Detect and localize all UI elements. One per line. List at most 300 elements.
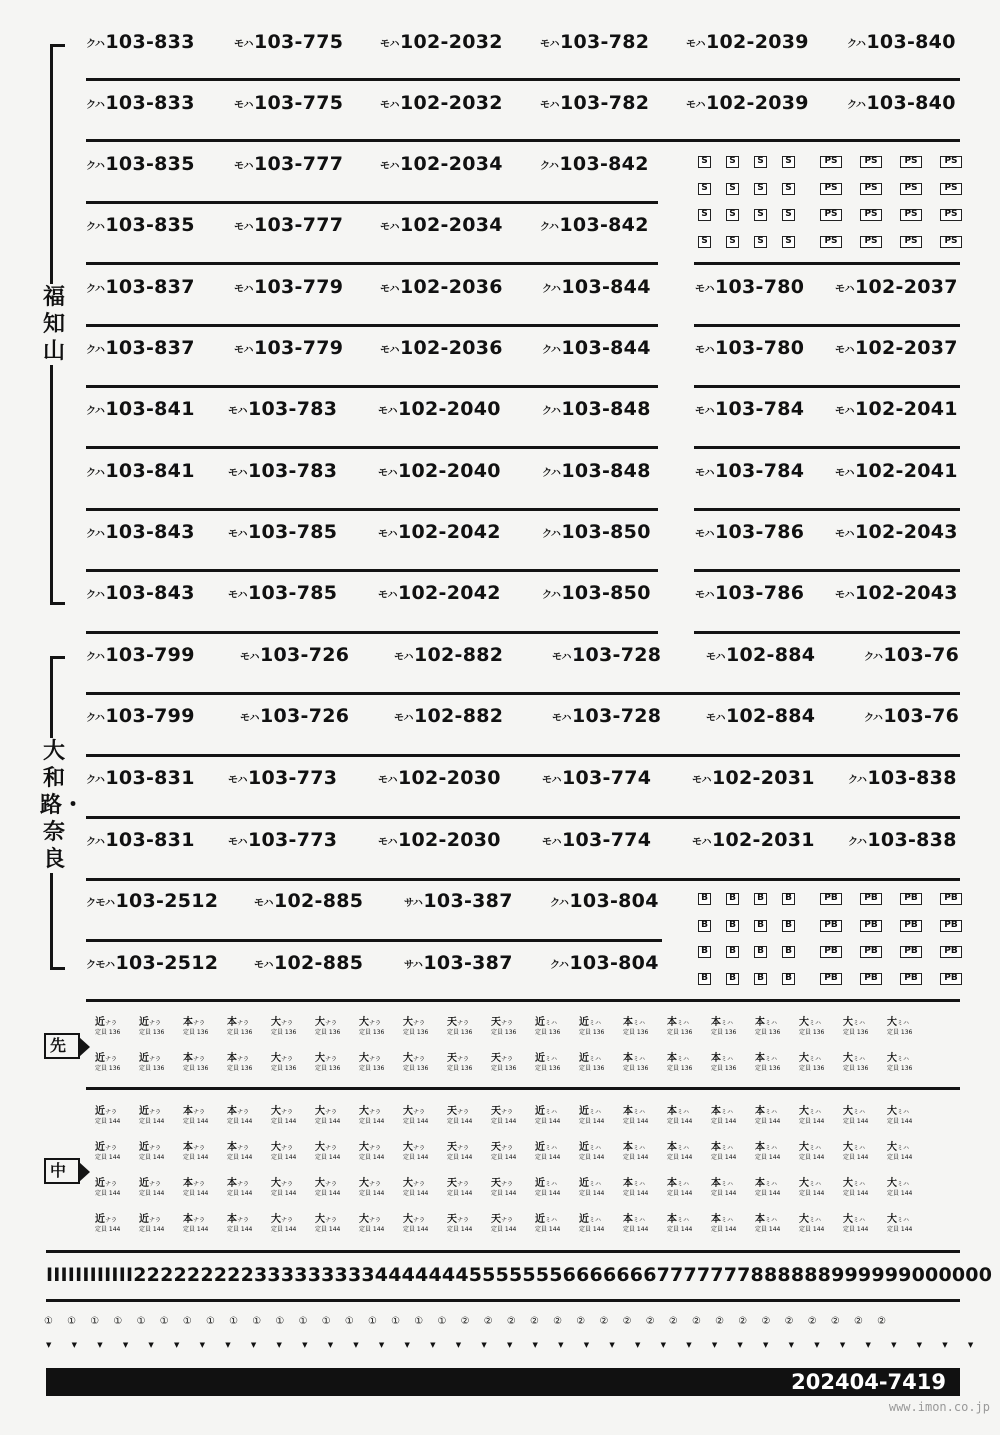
depot-tag <box>271 1214 305 1234</box>
depot-abbrev: 大ナラ <box>315 1214 338 1225</box>
badge-pb: PB <box>820 920 842 932</box>
car-type-prefix: モハ <box>394 713 413 724</box>
car-number-6-3 <box>542 398 651 420</box>
depot-abbrev: 大ナラ <box>403 1017 426 1028</box>
car-number-digits: 102-885 <box>274 890 364 912</box>
depot-abbrev: 大ミハ <box>799 1142 822 1153</box>
depot-sub: ナラ <box>457 1181 470 1188</box>
capacity-text: 定員 136 <box>447 1065 473 1072</box>
capacity-text: 定員 144 <box>887 1190 913 1197</box>
car-number-digits: 103-774 <box>562 767 652 789</box>
car-type-prefix: モハ <box>228 468 247 479</box>
car-type-prefix: モハ <box>380 284 399 295</box>
car-type-prefix: モハ <box>686 100 705 111</box>
car-number-digits: 103-799 <box>105 644 195 666</box>
depot-sub: ナラ <box>325 1217 338 1224</box>
depot-sub: ナラ <box>193 1181 206 1188</box>
capacity-text: 定員 144 <box>315 1118 341 1125</box>
car-type-prefix: モハ <box>695 468 714 479</box>
depot-abbrev: 大ナラ <box>315 1142 338 1153</box>
depot-tag <box>95 1214 129 1234</box>
car-number-digits: 103-782 <box>560 92 650 114</box>
depot-abbrev: 本ミハ <box>711 1017 734 1028</box>
depot-sub: ナラ <box>281 1056 294 1063</box>
capacity-text: 定員 144 <box>359 1118 385 1125</box>
depot-sub: ナラ <box>413 1056 426 1063</box>
divider-line <box>86 569 658 572</box>
capacity-text: 定員 144 <box>843 1226 869 1233</box>
depot-sub: ナラ <box>325 1181 338 1188</box>
capacity-text: 定員 144 <box>843 1154 869 1161</box>
depot-sub: ミハ <box>809 1056 822 1063</box>
car-number-digits: 103-76 <box>883 644 960 666</box>
depot-tag <box>315 1214 349 1234</box>
car-type-prefix: クハ <box>86 222 105 233</box>
depot-tag <box>139 1106 173 1126</box>
depot-sub: ナラ <box>501 1217 514 1224</box>
capacity-text: 定員 144 <box>711 1118 737 1125</box>
depot-abbrev: 大ナラ <box>359 1106 382 1117</box>
car-number-digits: 103-784 <box>715 460 805 482</box>
depot-abbrev: 天ナラ <box>491 1214 514 1225</box>
depot-abbrev: 天ナラ <box>491 1017 514 1028</box>
depot-tag <box>139 1053 173 1073</box>
capacity-text: 定員 144 <box>95 1118 121 1125</box>
depot-sub: ナラ <box>281 1145 294 1152</box>
depot-tag <box>315 1017 349 1037</box>
depot-sub: ナラ <box>457 1217 470 1224</box>
car-number-digits: 102-2040 <box>398 460 501 482</box>
badge-pb: PB <box>860 893 882 905</box>
depot-abbrev: 近ナラ <box>95 1106 118 1117</box>
car-number-9-3 <box>542 582 651 604</box>
depot-abbrev: 大ミハ <box>887 1017 910 1028</box>
depot-abbrev: 天ナラ <box>447 1017 470 1028</box>
capacity-text: 定員 144 <box>271 1154 297 1161</box>
depot-abbrev: 本ミハ <box>667 1214 690 1225</box>
depot-tag <box>843 1106 877 1126</box>
depot-abbrev: 近ミハ <box>579 1214 602 1225</box>
capacity-text: 定員 136 <box>447 1029 473 1036</box>
depot-tag <box>799 1106 833 1126</box>
depot-abbrev: 大ナラ <box>315 1178 338 1189</box>
car-number-15-3 <box>550 952 659 974</box>
badge-ps: PS <box>900 209 922 221</box>
car-number-digits: 102-2031 <box>712 829 815 851</box>
depot-tag <box>579 1106 613 1126</box>
car-number-1-3 <box>540 92 649 114</box>
depot-sub: ミハ <box>809 1020 822 1027</box>
car-number-9-0 <box>86 582 195 604</box>
depot-sub: ミハ <box>809 1181 822 1188</box>
depot-sub: ナラ <box>149 1145 162 1152</box>
car-type-prefix: モハ <box>240 652 259 663</box>
capacity-text: 定員 144 <box>227 1154 253 1161</box>
depot-tag <box>139 1214 173 1234</box>
badge-s: S <box>754 156 767 168</box>
car-number-11-4 <box>706 705 815 727</box>
depot-sub: ミハ <box>633 1056 646 1063</box>
car-type-prefix: クモハ <box>86 898 115 909</box>
car-number-digits: 102-882 <box>414 644 504 666</box>
car-number-2-2 <box>380 153 503 175</box>
car-number-13-2 <box>378 829 501 851</box>
depot-sub: ナラ <box>413 1145 426 1152</box>
car-number-digits: 103-843 <box>105 521 195 543</box>
car-number-digits: 103-775 <box>254 92 344 114</box>
badge-s: S <box>726 156 739 168</box>
car-number-digits: 102-2043 <box>855 521 958 543</box>
badge-s: S <box>698 183 711 195</box>
depot-tag <box>447 1142 481 1162</box>
capacity-text: 定員 136 <box>183 1065 209 1072</box>
depot-tag <box>623 1214 657 1234</box>
depot-abbrev: 大ナラ <box>359 1053 382 1064</box>
car-type-prefix: クハ <box>550 960 569 971</box>
car-number-7-5 <box>835 460 958 482</box>
depot-tag <box>227 1017 261 1037</box>
depot-sub: ミハ <box>545 1056 558 1063</box>
car-number-0-4 <box>686 31 809 53</box>
depot-tag <box>227 1053 261 1073</box>
car-number-digits: 103-831 <box>105 829 195 851</box>
depot-tag <box>843 1053 877 1073</box>
capacity-text: 定員 136 <box>623 1029 649 1036</box>
depot-abbrev: 本ナラ <box>183 1142 206 1153</box>
capacity-text: 定員 144 <box>315 1154 341 1161</box>
capacity-text: 定員 144 <box>315 1226 341 1233</box>
capacity-text: 定員 136 <box>227 1029 253 1036</box>
badge-b: B <box>698 893 711 905</box>
depot-tag <box>183 1178 217 1198</box>
badge-s: S <box>782 209 795 221</box>
depot-tag <box>843 1214 877 1234</box>
capacity-text: 定員 144 <box>95 1226 121 1233</box>
car-type-prefix: クハ <box>864 713 883 724</box>
depot-sub: ミハ <box>853 1145 866 1152</box>
car-number-digits: 102-884 <box>726 705 816 727</box>
depot-tag <box>491 1053 525 1073</box>
badge-b: B <box>754 920 767 932</box>
depot-sub: ミハ <box>809 1109 822 1116</box>
badge-s: S <box>782 236 795 248</box>
depot-tag <box>887 1214 921 1234</box>
depot-tag <box>711 1053 745 1073</box>
car-number-digits: 103-773 <box>248 767 338 789</box>
car-number-digits: 102-2040 <box>398 398 501 420</box>
car-number-digits: 102-2037 <box>855 276 958 298</box>
depot-abbrev: 本ミハ <box>711 1053 734 1064</box>
badge-b: B <box>726 920 739 932</box>
depot-abbrev: 大ナラ <box>315 1106 338 1117</box>
car-number-13-4 <box>692 829 815 851</box>
car-number-3-2 <box>380 214 503 236</box>
depot-abbrev: 大ミハ <box>887 1142 910 1153</box>
capacity-text: 定員 144 <box>579 1118 605 1125</box>
depot-tag <box>139 1178 173 1198</box>
badge-ps: PS <box>860 156 882 168</box>
depot-abbrev: 本ナラ <box>183 1106 206 1117</box>
capacity-text: 定員 144 <box>183 1118 209 1125</box>
car-number-digits: 103-2512 <box>115 952 219 974</box>
car-number-digits: 103-844 <box>561 337 651 359</box>
depot-sub: ミハ <box>721 1217 734 1224</box>
capacity-text: 定員 144 <box>711 1190 737 1197</box>
divider-line <box>86 1087 960 1090</box>
car-type-prefix: モハ <box>228 529 247 540</box>
divider-line <box>46 1299 960 1302</box>
depot-tag <box>711 1017 745 1037</box>
capacity-text: 定員 136 <box>95 1065 121 1072</box>
depot-abbrev: 天ナラ <box>447 1142 470 1153</box>
car-number-11-0 <box>86 705 195 727</box>
car-number-2-3 <box>540 153 649 175</box>
car-type-prefix: クハ <box>86 406 105 417</box>
depot-tag <box>667 1106 701 1126</box>
depot-abbrev: 大ナラ <box>315 1017 338 1028</box>
depot-sub: ミハ <box>765 1056 778 1063</box>
depot-tag <box>491 1178 525 1198</box>
depot-abbrev: 近ミハ <box>535 1178 558 1189</box>
depot-abbrev: 本ミハ <box>755 1106 778 1117</box>
depot-abbrev: 天ナラ <box>491 1053 514 1064</box>
car-type-prefix: クハ <box>86 590 105 601</box>
capacity-text: 定員 136 <box>491 1065 517 1072</box>
capacity-text: 定員 144 <box>95 1190 121 1197</box>
depot-tag <box>271 1017 305 1037</box>
car-number-10-5 <box>864 644 959 666</box>
capacity-text: 定員 144 <box>447 1190 473 1197</box>
car-number-11-1 <box>240 705 349 727</box>
depot-sub: ミハ <box>677 1056 690 1063</box>
badge-s: S <box>726 183 739 195</box>
car-number-5-1 <box>234 337 343 359</box>
car-number-digits: 103-840 <box>866 92 956 114</box>
car-number-digits: 102-2042 <box>398 582 501 604</box>
capacity-text: 定員 144 <box>887 1226 913 1233</box>
divider-line <box>86 939 662 942</box>
depot-abbrev: 大ナラ <box>359 1142 382 1153</box>
depot-tag <box>183 1214 217 1234</box>
car-type-prefix: モハ <box>228 837 247 848</box>
car-number-digits: 103-844 <box>561 276 651 298</box>
car-number-5-0 <box>86 337 195 359</box>
capacity-text: 定員 136 <box>95 1029 121 1036</box>
depot-tag <box>315 1053 349 1073</box>
car-number-10-3 <box>552 644 661 666</box>
car-type-prefix: モハ <box>686 39 705 50</box>
badge-ps: PS <box>860 183 882 195</box>
capacity-text: 定員 144 <box>447 1226 473 1233</box>
depot-sub: ミハ <box>545 1020 558 1027</box>
car-type-prefix: モハ <box>394 652 413 663</box>
badge-b: B <box>726 893 739 905</box>
depot-tag <box>667 1214 701 1234</box>
depot-tag <box>579 1214 613 1234</box>
depot-tag <box>887 1106 921 1126</box>
depot-sub: ナラ <box>193 1145 206 1152</box>
badge-ps: PS <box>900 183 922 195</box>
depot-abbrev: 本ミハ <box>623 1214 646 1225</box>
capacity-text: 定員 144 <box>95 1154 121 1161</box>
capacity-text: 定員 136 <box>623 1065 649 1072</box>
depot-abbrev: 近ナラ <box>95 1142 118 1153</box>
depot-sub: ミハ <box>897 1145 910 1152</box>
car-number-4-5 <box>835 276 958 298</box>
depot-abbrev: 本ミハ <box>667 1178 690 1189</box>
capacity-text: 定員 144 <box>623 1154 649 1161</box>
capacity-text: 定員 144 <box>403 1190 429 1197</box>
car-type-prefix: モハ <box>234 100 253 111</box>
depot-abbrev: 本ミハ <box>711 1106 734 1117</box>
badge-pb: PB <box>940 946 962 958</box>
capacity-text: 定員 136 <box>183 1029 209 1036</box>
badge-s: S <box>698 236 711 248</box>
depot-sub: ナラ <box>501 1145 514 1152</box>
depot-sub: ミハ <box>765 1109 778 1116</box>
depot-tag <box>667 1142 701 1162</box>
lead-car-marker <box>44 1033 80 1059</box>
depot-tag <box>623 1017 657 1037</box>
car-type-prefix: モハ <box>835 468 854 479</box>
car-number-13-1 <box>228 829 337 851</box>
site-url: www.imon.co.jp <box>888 1400 990 1414</box>
capacity-text: 定員 136 <box>799 1029 825 1036</box>
depot-sub: ミハ <box>677 1109 690 1116</box>
depot-tag <box>623 1142 657 1162</box>
car-number-7-2 <box>378 460 501 482</box>
badge-s: S <box>754 183 767 195</box>
depot-sub: ミハ <box>545 1145 558 1152</box>
capacity-text: 定員 144 <box>623 1226 649 1233</box>
capacity-text: 定員 144 <box>667 1226 693 1233</box>
badge-ps: PS <box>860 209 882 221</box>
depot-tag <box>711 1142 745 1162</box>
capacity-text: 定員 136 <box>271 1065 297 1072</box>
car-number-digits: 102-2032 <box>400 31 503 53</box>
depot-sub: ナラ <box>281 1181 294 1188</box>
car-number-14-1 <box>254 890 363 912</box>
capacity-text: 定員 144 <box>535 1226 561 1233</box>
middle-car-marker <box>44 1158 80 1184</box>
depot-abbrev: 大ミハ <box>799 1106 822 1117</box>
depot-abbrev: 本ミハ <box>623 1017 646 1028</box>
car-type-prefix: モハ <box>378 468 397 479</box>
depot-sub: ナラ <box>193 1217 206 1224</box>
car-number-digits: 102-2031 <box>712 767 815 789</box>
car-type-prefix: クハ <box>864 652 883 663</box>
triangle-row <box>46 1341 973 1349</box>
capacity-text: 定員 144 <box>491 1190 517 1197</box>
depot-tag <box>447 1106 481 1126</box>
car-type-prefix: モハ <box>695 406 714 417</box>
divider-line <box>86 446 658 449</box>
capacity-text: 定員 144 <box>799 1190 825 1197</box>
car-number-7-0 <box>86 460 195 482</box>
capacity-text: 定員 144 <box>139 1154 165 1161</box>
capacity-text: 定員 144 <box>755 1118 781 1125</box>
car-type-prefix: クハ <box>86 652 105 663</box>
capacity-text: 定員 144 <box>359 1190 385 1197</box>
car-type-prefix: クハ <box>847 39 866 50</box>
capacity-text: 定員 136 <box>667 1029 693 1036</box>
depot-abbrev: 近ミハ <box>579 1106 602 1117</box>
capacity-text: 定員 136 <box>315 1065 341 1072</box>
depot-sub: ミハ <box>765 1145 778 1152</box>
depot-abbrev: 近ミハ <box>535 1214 558 1225</box>
depot-tag <box>183 1142 217 1162</box>
car-number-digits: 103-838 <box>867 829 957 851</box>
car-type-prefix: クハ <box>540 161 559 172</box>
depot-sub: ミハ <box>853 1020 866 1027</box>
depot-tag <box>403 1142 437 1162</box>
badge-b: B <box>754 893 767 905</box>
depot-sub: ミハ <box>633 1217 646 1224</box>
capacity-text: 定員 136 <box>887 1029 913 1036</box>
depot-tag <box>887 1017 921 1037</box>
depot-abbrev: 大ミハ <box>843 1053 866 1064</box>
badge-pb: PB <box>940 973 962 985</box>
car-number-13-5 <box>848 829 957 851</box>
depot-tag <box>579 1053 613 1073</box>
capacity-text: 定員 144 <box>579 1154 605 1161</box>
capacity-text: 定員 136 <box>359 1029 385 1036</box>
car-type-prefix: モハ <box>692 775 711 786</box>
capacity-text: 定員 144 <box>403 1154 429 1161</box>
car-type-prefix: サハ <box>404 898 423 909</box>
depot-sub: ナラ <box>149 1181 162 1188</box>
badge-b: B <box>782 973 795 985</box>
depot-tag <box>755 1214 789 1234</box>
car-number-digits: 103-777 <box>254 153 344 175</box>
car-type-prefix: モハ <box>835 406 854 417</box>
depot-sub: ナラ <box>413 1109 426 1116</box>
depot-sub: ミハ <box>721 1109 734 1116</box>
divider-line <box>694 631 960 634</box>
car-number-4-2 <box>380 276 503 298</box>
car-type-prefix: モハ <box>228 406 247 417</box>
depot-tag <box>139 1017 173 1037</box>
car-type-prefix: モハ <box>695 284 714 295</box>
car-number-1-4 <box>686 92 809 114</box>
depot-sub: ミハ <box>721 1056 734 1063</box>
depot-tag <box>887 1178 921 1198</box>
capacity-text: 定員 144 <box>843 1190 869 1197</box>
depot-abbrev: 天ナラ <box>491 1142 514 1153</box>
car-number-6-4 <box>695 398 804 420</box>
depot-abbrev: 天ナラ <box>491 1106 514 1117</box>
divider-line <box>694 324 960 327</box>
badge-ps: PS <box>900 236 922 248</box>
car-type-prefix: クモハ <box>86 960 115 971</box>
capacity-text: 定員 136 <box>579 1029 605 1036</box>
badge-pb: PB <box>860 920 882 932</box>
footer-bar <box>46 1368 960 1396</box>
car-type-prefix: モハ <box>835 284 854 295</box>
car-number-10-0 <box>86 644 195 666</box>
depot-tag <box>447 1178 481 1198</box>
car-number-0-0 <box>86 31 195 53</box>
depot-tag <box>579 1142 613 1162</box>
depot-sub: ナラ <box>457 1109 470 1116</box>
capacity-text: 定員 144 <box>271 1118 297 1125</box>
depot-abbrev: 近ナラ <box>139 1214 162 1225</box>
car-type-prefix: モハ <box>695 590 714 601</box>
depot-abbrev: 本ミハ <box>623 1178 646 1189</box>
depot-abbrev: 天ナラ <box>447 1214 470 1225</box>
depot-sub: ナラ <box>193 1020 206 1027</box>
depot-tag <box>315 1178 349 1198</box>
